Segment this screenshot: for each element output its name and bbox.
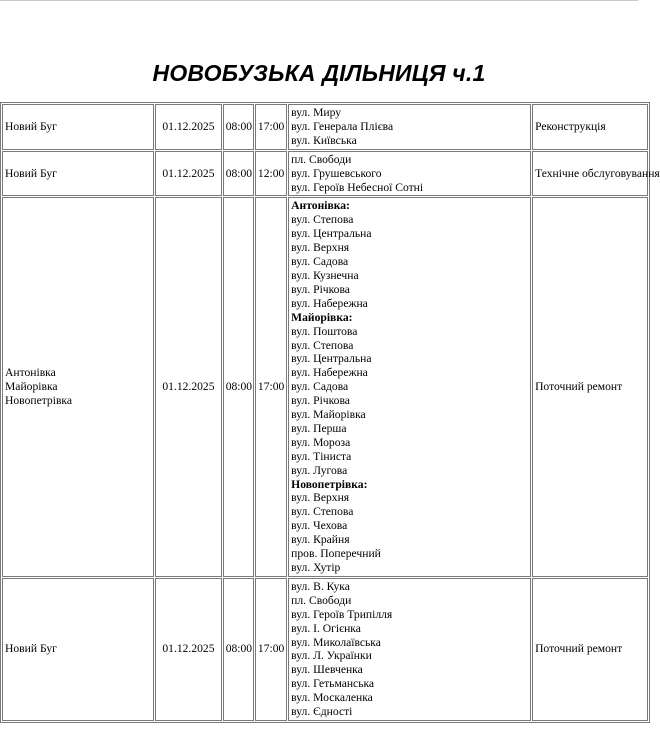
street-name: вул. Гетьманська <box>291 677 375 691</box>
schedule-body <box>2 104 660 721</box>
street-name: вул. Кузнечна <box>291 268 359 282</box>
work-type-cell: Поточний ремонт <box>532 578 648 721</box>
street-name: вул. Мороза <box>291 435 351 449</box>
start-time-cell: 08:00 <box>223 197 254 576</box>
street-name: вул. Героїв Небесної Сотні <box>291 180 424 194</box>
work-type-cell: Реконструкція <box>532 104 648 150</box>
street-name: вул. Центральна <box>291 227 372 241</box>
street-name: вул. Поштова <box>291 324 358 338</box>
street-name: вул. Степова <box>291 213 354 227</box>
street-name: пл. Свободи <box>291 593 352 607</box>
table-row <box>2 104 648 150</box>
end-time-cell: 17:00 <box>255 197 287 576</box>
page-title: НОВОБУЗЬКА ДІЛЬНИЦЯ ч.1 <box>152 60 486 86</box>
work-type-cell: Поточний ремонт <box>532 197 648 576</box>
settlement-name: Новопетрівка <box>5 394 73 408</box>
street-name: вул. Садова <box>291 255 349 269</box>
street-name: вул. Майорівка <box>291 408 366 422</box>
date-cell: 01.12.2025 <box>155 151 222 197</box>
settlement-cell <box>2 104 154 150</box>
street-name: вул. Героїв Трипілля <box>291 607 393 621</box>
street-name: вул. Річкова <box>291 394 350 408</box>
street-name: вул. Верхня <box>291 241 350 255</box>
street-name: вул. Генерала Плієва <box>291 119 394 133</box>
street-name: вул. Миру <box>291 106 342 119</box>
date-cell: 01.12.2025 <box>155 197 222 576</box>
streets-cell <box>288 578 531 721</box>
table-row <box>2 197 648 576</box>
street-name: вул. Набережна <box>291 296 368 310</box>
street-name: вул. Степова <box>291 338 354 352</box>
village-heading: Новопетрівка: <box>291 477 368 491</box>
street-name: вул. Л. Українки <box>291 649 372 663</box>
street-name: вул. Верхня <box>291 491 350 505</box>
outage-schedule-table <box>0 102 660 723</box>
settlement-cell <box>2 578 154 721</box>
village-heading: Антонівка: <box>291 199 350 213</box>
streets-cell <box>288 197 531 576</box>
settlement-name: Майорівка <box>5 380 58 394</box>
street-name: вул. Чехова <box>291 519 348 533</box>
end-time-cell: 17:00 <box>255 104 287 150</box>
settlement-cell <box>2 151 154 197</box>
settlement-cell <box>2 197 154 576</box>
street-name: вул. Перша <box>291 421 347 435</box>
streets-cell <box>288 151 531 197</box>
table-row <box>2 151 648 197</box>
streets-cell <box>288 104 531 150</box>
street-name: вул. Степова <box>291 505 354 519</box>
street-name: вул. Садова <box>291 380 349 394</box>
street-name: вул. І. Огієнка <box>291 621 361 635</box>
work-type-cell: Технічне обслуговування <box>532 151 648 197</box>
street-name: вул. Річкова <box>291 282 350 296</box>
street-name: вул. Москаленка <box>291 691 373 705</box>
end-time-cell: 17:00 <box>255 578 287 721</box>
start-time-cell: 08:00 <box>223 104 254 150</box>
street-name: пров. Поперечний <box>291 547 381 561</box>
street-name: вул. Крайня <box>291 533 350 547</box>
start-time-cell: 08:00 <box>223 151 254 197</box>
village-heading: Майорівка: <box>291 310 353 324</box>
date-cell: 01.12.2025 <box>155 578 222 721</box>
street-name: вул. Центральна <box>291 352 372 366</box>
settlement-name: Новий Буг <box>5 166 57 180</box>
start-time-cell: 08:00 <box>223 578 254 721</box>
street-name: вул. В. Кука <box>291 579 350 593</box>
end-time-cell: 12:00 <box>255 151 287 197</box>
street-name: вул. Хутір <box>291 561 341 574</box>
street-name: вул. Єдності <box>291 705 353 719</box>
street-name: вул. Набережна <box>291 366 368 380</box>
date-cell: 01.12.2025 <box>155 104 222 150</box>
street-name: пл. Свободи <box>291 152 352 166</box>
settlement-name: Антонівка <box>5 366 56 380</box>
street-name: вул. Лугова <box>291 463 348 477</box>
top-divider <box>0 0 638 1</box>
settlement-name: Новий Буг <box>5 642 57 656</box>
street-name: вул. Шевченка <box>291 663 363 677</box>
street-name: вул. Миколаївська <box>291 635 381 649</box>
table-row <box>2 578 648 721</box>
street-name: вул. Київська <box>291 133 357 147</box>
street-name: вул. Тіниста <box>291 449 352 463</box>
settlement-name: Новий Буг <box>5 119 57 133</box>
street-name: вул. Грушевського <box>291 166 382 180</box>
